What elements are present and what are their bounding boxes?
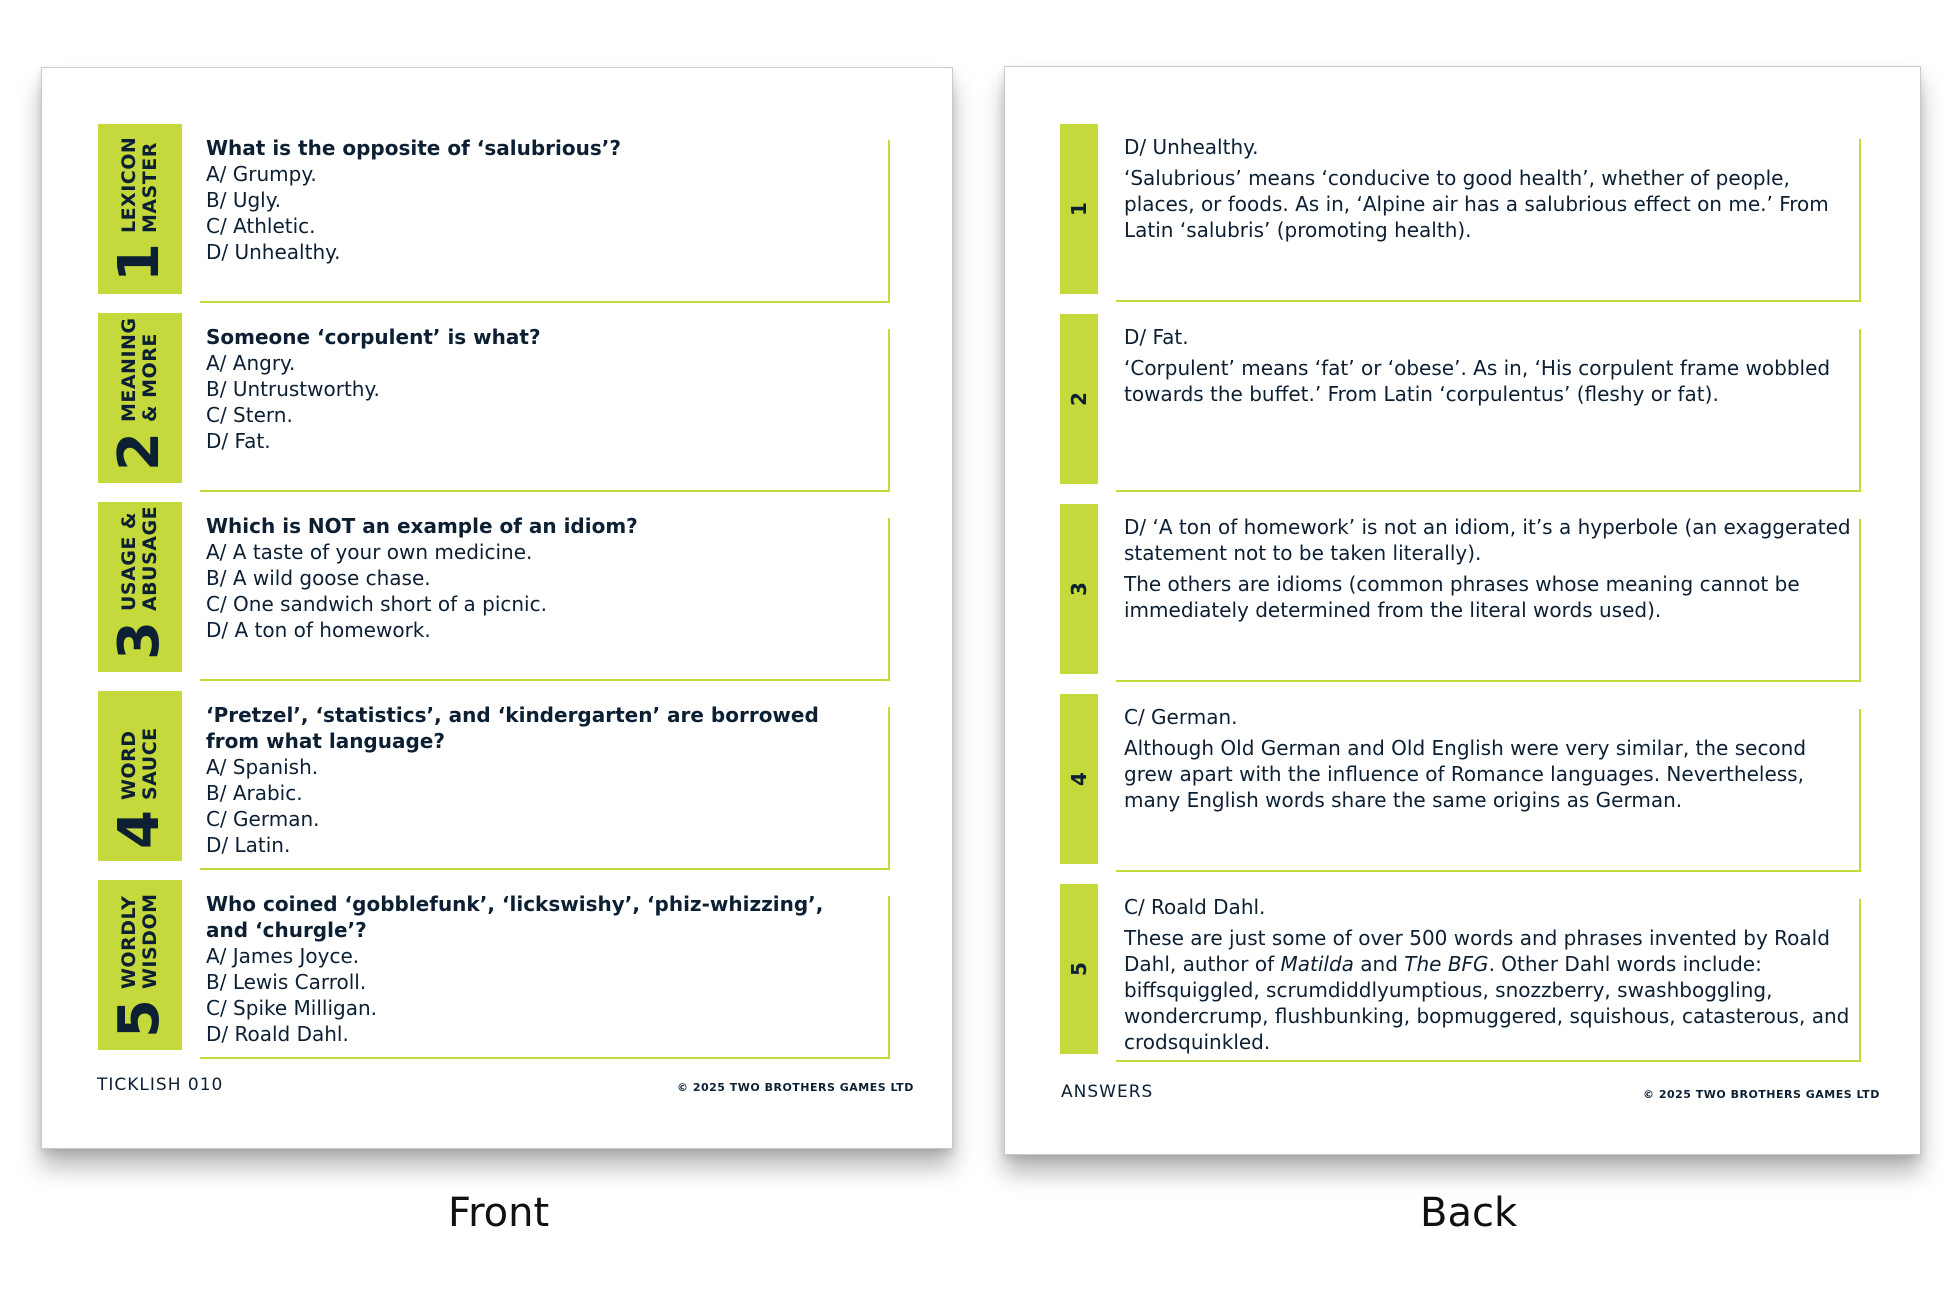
- option: D/ Unhealthy.: [206, 240, 341, 264]
- category-line-1: USAGE &: [118, 511, 140, 612]
- answer-number: 1: [1067, 202, 1091, 216]
- answer-tab: [1060, 884, 1098, 1054]
- option: D/ Latin.: [206, 833, 291, 857]
- card-code: TICKLISH 010: [97, 1075, 224, 1095]
- answer-number: 3: [1067, 582, 1091, 596]
- front-caption: Front: [448, 1190, 550, 1236]
- copyright: © 2025 TWO BROTHERS GAMES LTD: [677, 1081, 914, 1094]
- category-tab: [98, 313, 182, 483]
- answer-title: D/ ‘A ton of homework’ is not an idiom, it’s a hyperbole (an exaggerated statement not to be taken literally).: [1124, 515, 1851, 565]
- category-label: [119, 317, 161, 422]
- book-title-bfg: The BFG: [1404, 952, 1489, 976]
- category-line-1: WORDLY: [118, 895, 140, 990]
- answer-content: [1124, 894, 1852, 1055]
- answer-title: C/ German.: [1124, 705, 1238, 729]
- category-label: [119, 137, 161, 233]
- question-content: [206, 702, 846, 858]
- question-title: Which is NOT an example of an idiom?: [206, 514, 638, 538]
- category-line-2: MASTER: [139, 142, 161, 234]
- option: B/ Lewis Carroll.: [206, 970, 367, 994]
- option: A/ Grumpy.: [206, 162, 317, 186]
- option: D/ Fat.: [206, 429, 271, 453]
- category-line-1: WORD: [118, 730, 140, 801]
- answer-explanation: [1124, 925, 1852, 1055]
- answer-content: [1124, 704, 1852, 813]
- category-line-1: LEXICON: [118, 136, 140, 234]
- answer-tab: [1060, 314, 1098, 484]
- category-label: [119, 727, 161, 800]
- category-label: [119, 506, 161, 611]
- question-content: [206, 135, 846, 265]
- category-tab: [98, 880, 182, 1050]
- question-content: [206, 513, 846, 643]
- answer-explanation: The others are idioms (common phrases whose meaning cannot be immediately determined from the literal words used).: [1124, 572, 1800, 622]
- question-title: What is the opposite of ‘salubrious’?: [206, 136, 621, 160]
- question-number: 2: [107, 432, 172, 471]
- option: C/ Spike Milligan.: [206, 996, 378, 1020]
- copyright: © 2025 TWO BROTHERS GAMES LTD: [1643, 1088, 1880, 1101]
- answer-content: [1124, 324, 1852, 407]
- answer-tab: [1060, 694, 1098, 864]
- answer-number: 2: [1067, 392, 1091, 406]
- front-card: [41, 67, 953, 1149]
- option: D/ A ton of homework.: [206, 618, 431, 642]
- answer-number: 4: [1067, 772, 1091, 786]
- category-line-2: SAUCE: [139, 727, 161, 801]
- answer-tab: [1060, 504, 1098, 674]
- answer-number: 5: [1067, 962, 1091, 976]
- option: B/ Ugly.: [206, 188, 282, 212]
- question-number: 1: [107, 243, 172, 282]
- answer-tab: [1060, 124, 1098, 294]
- option: A/ A taste of your own medicine.: [206, 540, 533, 564]
- category-line-1: MEANING: [118, 317, 140, 423]
- answer-content: [1124, 134, 1852, 243]
- question-number: 5: [107, 999, 172, 1038]
- book-title-matilda: Matilda: [1280, 952, 1354, 976]
- question-title: Someone ‘corpulent’ is what?: [206, 325, 541, 349]
- question-number: 3: [107, 621, 172, 660]
- explanation-text: . Other Dahl words include: biffsquiggled, scrumdiddlyumptious, snozzberry, swashboggling, wondercrump, flushbunking, bopmuggered, squishous, catasterous, and crodsquinkled.: [1124, 952, 1850, 1054]
- answers-label: ANSWERS: [1061, 1082, 1154, 1102]
- option: C/ German.: [206, 807, 320, 831]
- option: B/ A wild goose chase.: [206, 566, 431, 590]
- answer-explanation: ‘Corpulent’ means ‘fat’ or ‘obese’. As in, ‘His corpulent frame wobbled towards the buffet.’ From Latin ‘corpulentus’ (fleshy or fat).: [1124, 356, 1831, 406]
- option: A/ Spanish.: [206, 755, 319, 779]
- back-card: [1004, 66, 1921, 1155]
- category-line-2: & MORE: [139, 333, 161, 423]
- option: C/ Stern.: [206, 403, 293, 427]
- option: C/ Athletic.: [206, 214, 316, 238]
- answer-explanation: ‘Salubrious’ means ‘conducive to good health’, whether of people, places, or foods. As in, ‘Alpine air has a salubrious effect on me.’ From Latin ‘salubris’ (promoting health).: [1124, 166, 1829, 242]
- answer-explanation: Although Old German and Old English were very similar, the second grew apart with the influence of Romance languages. Nevertheless, many English words share the same origins as German.: [1124, 736, 1807, 812]
- answer-title: D/ Fat.: [1124, 325, 1189, 349]
- option: B/ Untrustworthy.: [206, 377, 380, 401]
- category-tab: [98, 124, 182, 294]
- back-caption: Back: [1420, 1190, 1518, 1236]
- question-content: [206, 891, 846, 1047]
- answer-title: D/ Unhealthy.: [1124, 135, 1259, 159]
- category-line-2: ABUSAGE: [139, 505, 161, 612]
- explanation-text: These are just some of over 500 words and phrases invented by Roald Dahl, author of: [1124, 926, 1830, 976]
- option: A/ James Joyce.: [206, 944, 360, 968]
- option: C/ One sandwich short of a picnic.: [206, 592, 547, 616]
- explanation-text: and: [1353, 952, 1405, 976]
- question-number: 4: [107, 810, 172, 849]
- question-content: [206, 324, 846, 454]
- category-label: [119, 893, 161, 989]
- question-title: ‘Pretzel’, ‘statistics’, and ‘kindergarten’ are borrowed from what language?: [206, 703, 819, 753]
- category-tab: [98, 691, 182, 861]
- category-line-2: WISDOM: [139, 893, 161, 990]
- question-title: Who coined ‘gobblefunk’, ‘lickswishy’, ‘phiz-whizzing’, and ‘churgle’?: [206, 892, 824, 942]
- answer-title: C/ Roald Dahl.: [1124, 895, 1266, 919]
- answer-content: [1124, 514, 1852, 623]
- option: B/ Arabic.: [206, 781, 303, 805]
- category-tab: [98, 502, 182, 672]
- option: A/ Angry.: [206, 351, 296, 375]
- option: D/ Roald Dahl.: [206, 1022, 349, 1046]
